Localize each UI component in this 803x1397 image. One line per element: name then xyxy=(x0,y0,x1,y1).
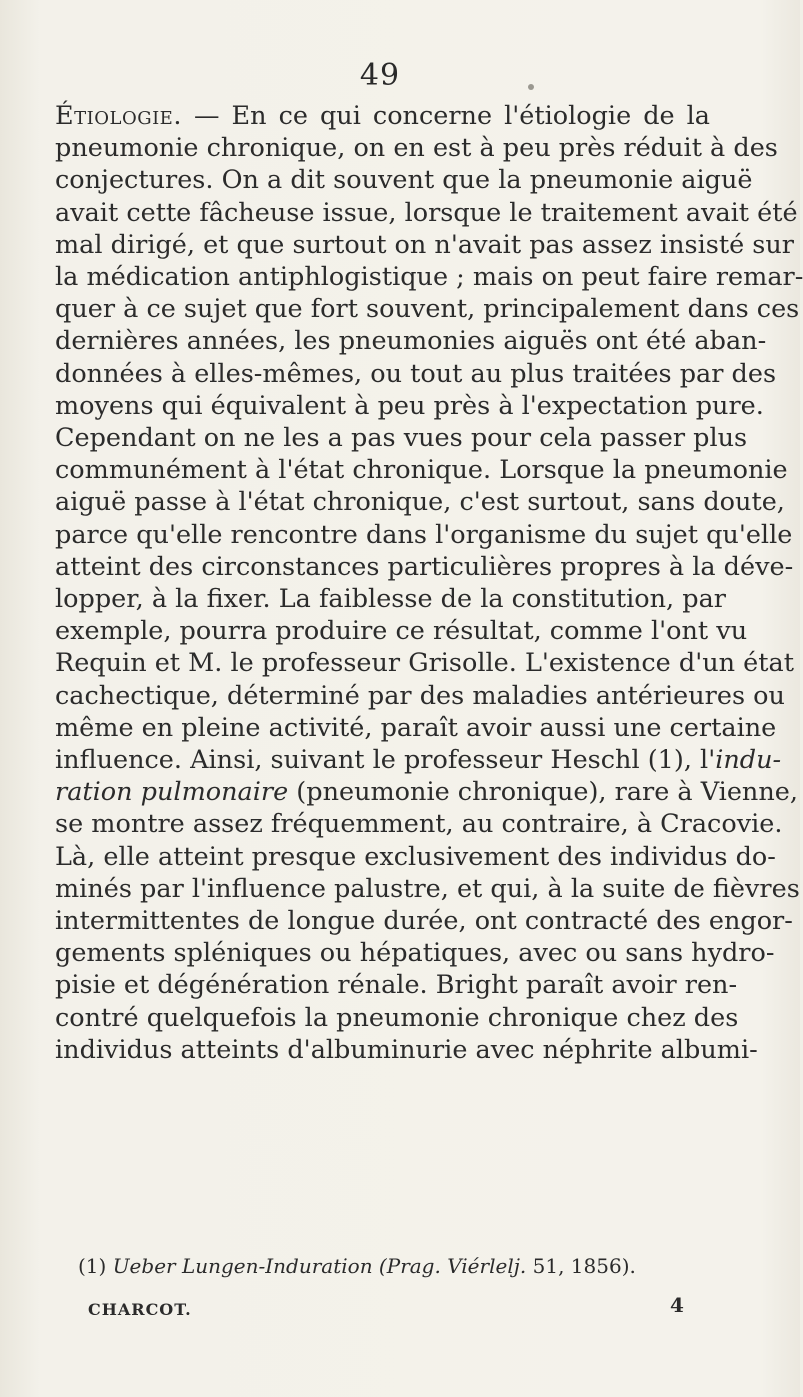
text-line xyxy=(55,808,783,840)
text-line xyxy=(55,647,794,679)
line-text: atteint des circonstances particulières propres à la déve- xyxy=(55,551,794,582)
text-line xyxy=(55,744,782,776)
line-text: influence. Ainsi, suivant le professeur Heschl (1), l' xyxy=(55,745,716,776)
line-text: pneumonie chronique, on en est à peu près réduit à des xyxy=(55,133,778,164)
text-line xyxy=(55,776,798,808)
text-line xyxy=(55,551,794,583)
text-line xyxy=(55,358,777,390)
line-text: mal dirigé, et que surtout on n'avait pas assez insisté sur xyxy=(55,229,794,260)
text-line xyxy=(55,615,748,647)
sheet-number: 4 xyxy=(670,1293,684,1317)
text-line xyxy=(55,712,777,744)
line-text: pisie et dégénération rénale. Bright paraît avoir ren- xyxy=(55,970,738,1001)
line-text: — En ce qui concerne l'étiologie de la xyxy=(181,101,710,131)
line-text: conjectures. On a dit souvent que la pneumonie aiguë xyxy=(55,165,753,196)
line-text: minés par l'influence palustre, et qui, à la suite de fièvres xyxy=(55,873,800,904)
section-heading: Étiologie. xyxy=(55,101,182,131)
text-line xyxy=(55,969,738,1001)
line-text: la médication antiphlogistique ; mais on peut faire remar- xyxy=(55,262,803,293)
text-line xyxy=(55,293,800,325)
line-text: aiguë passe à l'état chronique, c'est surtout, sans doute, xyxy=(55,487,785,518)
text-line xyxy=(55,261,803,293)
line-text: exemple, pourra produire ce résultat, comme l'ont vu xyxy=(55,616,748,647)
text-line xyxy=(55,132,778,164)
text-line xyxy=(55,519,793,551)
text-line xyxy=(55,164,753,196)
text-line xyxy=(55,100,710,132)
text-line xyxy=(55,841,776,873)
line-text: intermittentes de longue durée, ont contracté des engor- xyxy=(55,906,793,937)
line-text: communément à l'état chronique. Lorsque la pneumonie xyxy=(55,455,788,486)
line-text: (pneumonie chronique), rare à Vienne, xyxy=(288,777,798,808)
line-text: cachectique, déterminé par des maladies antérieures ou xyxy=(55,680,785,711)
footnote-title: Ueber Lungen-Induration (Prag. Viérlelj. xyxy=(112,1254,527,1278)
line-text: Requin et M. le professeur Grisolle. L'existence d'un état xyxy=(55,648,794,679)
text-line xyxy=(55,937,775,969)
signature-mark: CHARCOT. xyxy=(88,1300,192,1319)
page-number: 49 xyxy=(359,58,401,93)
main-paragraph xyxy=(55,100,803,1066)
text-line xyxy=(55,422,748,454)
line-text: Là, elle atteint presque exclusivement des individus do- xyxy=(55,841,776,872)
text-line xyxy=(55,583,726,615)
line-text: parce qu'elle rencontre dans l'organisme du sujet qu'elle xyxy=(55,519,793,550)
italic-term: indu- xyxy=(715,745,782,776)
footnote-rest: 51, 1856). xyxy=(526,1254,636,1278)
line-text: lopper, à la fixer. La faiblesse de la constitution, par xyxy=(55,584,726,615)
line-text: même en pleine activité, paraît avoir aussi une certaine xyxy=(55,712,777,743)
footnote xyxy=(78,1253,698,1279)
text-line xyxy=(55,1034,758,1066)
line-text: avait cette fâcheuse issue, lorsque le traitement avait été xyxy=(55,197,798,228)
line-text: gements spléniques ou hépatiques, avec ou sans hydro- xyxy=(55,938,775,969)
text-line xyxy=(55,905,793,937)
text-line xyxy=(55,229,794,261)
text-line xyxy=(55,197,798,229)
text-line xyxy=(55,486,785,518)
line-text: contré quelquefois la pneumonie chronique chez des xyxy=(55,1002,739,1033)
line-text: données à elles-mêmes, ou tout au plus traitées par des xyxy=(55,358,777,389)
line-text: Cependant on ne les a pas vues pour cela passer plus xyxy=(55,423,748,454)
italic-term: ration pulmonaire xyxy=(55,777,289,808)
line-text: dernières années, les pneumonies aiguës ont été aban- xyxy=(55,326,767,357)
text-line xyxy=(55,873,800,905)
text-line xyxy=(55,1002,739,1034)
line-text: individus atteints d'albuminurie avec néphrite albumi- xyxy=(55,1034,758,1065)
text-line xyxy=(55,325,767,357)
line-text: quer à ce sujet que fort souvent, principalement dans ces xyxy=(55,294,800,325)
line-text: moyens qui équivalent à peu près à l'expectation pure. xyxy=(55,390,764,421)
text-line xyxy=(55,680,785,712)
text-line xyxy=(55,454,788,486)
footnote-marker: (1) xyxy=(78,1254,107,1278)
text-line xyxy=(55,390,764,422)
line-text: se montre assez fréquemment, au contraire, à Cracovie. xyxy=(55,809,783,840)
